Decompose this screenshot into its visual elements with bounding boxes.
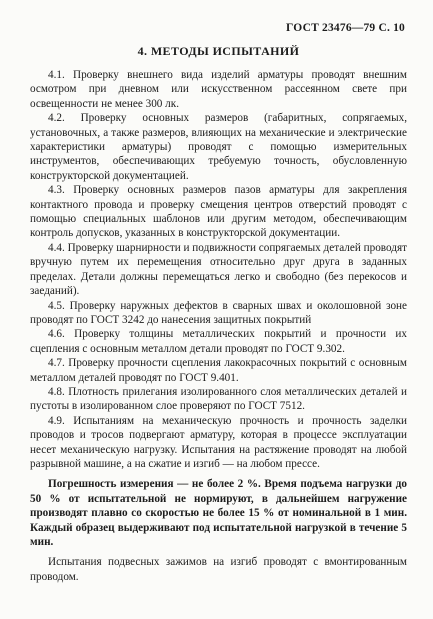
section-title: 4. МЕТОДЫ ИСПЫТАНИЙ — [137, 44, 300, 58]
paragraph-4-3: 4.3. Проверку основных размеров пазов арматуры для закрепления контактного провода и проверку смещения центров отверстий проводят с помощью специальных шаблонов или другим методом, обеспечивающим контроль допусков, указанных в конструкторской документации. — [30, 184, 407, 240]
paragraph-4-2: 4.2. Проверку основных размеров (габаритных, сопрягаемых, установочных, а также размеров, влияющих на механические и электрические характеристики арматуры) проводят с помощью измерительных инструментов, обеспечивающих требуемую точность, обусловленную конструкторской документацией. — [30, 112, 407, 182]
paragraph-4-6: 4.6. Проверку толщины металлических покрытий и прочности их сцепления с основным металлом детали проводят по ГОСТ 9.302. — [30, 328, 407, 355]
paragraph-4-4: 4.4. Проверку шарнирности и подвижности сопрягаемых деталей проводят вручную путем их перемещения относительно друг друга в заданных пределах. Детали должны перемещаться легко и свободно (без перекосов и заеданий). — [30, 241, 408, 298]
paragraph-4-8: 4.8. Плотность прилегания изолированного слоя металлических деталей и пустоты в изолированном слое проверяют по ГОСТ 7512. — [30, 385, 407, 413]
paragraph-4-5: 4.5. Проверку наружных дефектов в сварных швах и околошовной зоне проводят по ГОСТ 3242 до нанесения защитных покрытий — [30, 299, 407, 326]
paragraph-4-7: 4.7. Проверку прочности сцепления лакокрасочных покрытий с основным металлом деталей проводят по ГОСТ 9.401. — [30, 357, 407, 384]
measurement-error-paragraph: Погрешность измерения — не более 2 %. Время подъема нагрузки до 50 % от испытательной не нормируют, в дальнейшем нагружение производят плавно со скоростью не более 15 % от номинальной в 1 мин. Каждый образец выдерживают под испытательной нагрузкой в течение 5 мин. — [30, 478, 407, 548]
page-header: ГОСТ 23476—79 С. 10 — [286, 22, 405, 34]
paragraph-4-1: 4.1. Проверку внешнего вида изделий арматуры проводят внешним осмотром при дневном или искусственном рассеянном свете при освещенности не менее 300 лк. — [30, 69, 407, 110]
suspension-clamp-paragraph: Испытания подвесных зажимов на изгиб проводят с вмонтированным проводом. — [30, 556, 407, 583]
paragraph-4-9: 4.9. Испытаниям на механическую прочность и прочность заделки проводов и тросов подвергают арматуру, которая в процессе эксплуатации несет механическую нагрузку. Испытания на растяжение проводят на любой разрывной машине, а на сжатие и изгиб — на любом прессе. — [30, 414, 407, 470]
